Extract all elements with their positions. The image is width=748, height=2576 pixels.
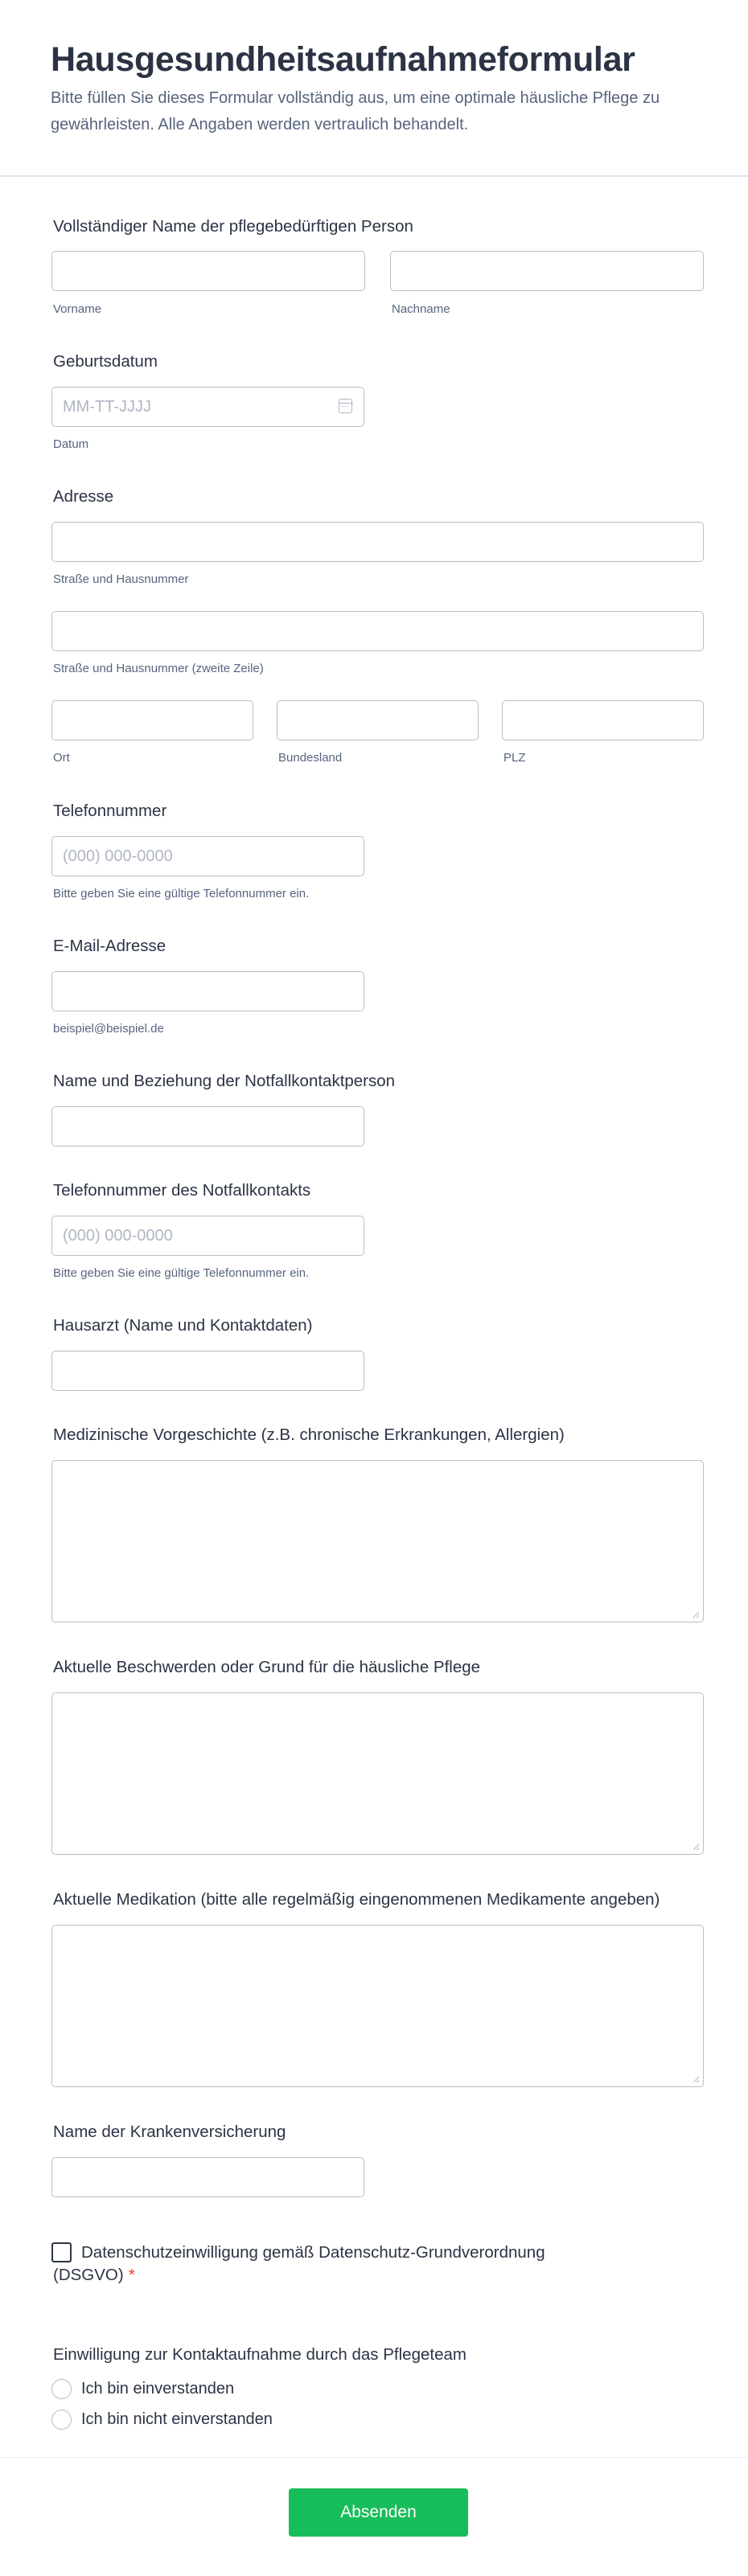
first-name-input[interactable] — [51, 251, 365, 291]
birthdate-placeholder: MM-TT-JJJJ — [63, 398, 151, 416]
resize-grip-icon[interactable] — [692, 1843, 700, 1851]
last-name-input[interactable] — [390, 251, 704, 291]
gdpr-label-line1[interactable]: Datenschutzeinwilligung gemäß Datenschutz-Grundverordnung — [81, 2243, 545, 2262]
zip-sublabel: PLZ — [503, 751, 526, 765]
medical-history-textarea[interactable] — [51, 1460, 704, 1622]
phone-label: Telefonnummer — [53, 802, 167, 820]
first-name-sublabel: Vorname — [53, 302, 102, 316]
phone-input[interactable] — [51, 836, 364, 876]
form-header — [0, 0, 748, 177]
calendar-icon[interactable] — [339, 399, 352, 413]
radio-agree-label[interactable]: Ich bin einverstanden — [81, 2380, 235, 2398]
required-asterisk: * — [128, 2266, 135, 2284]
street-sublabel: Straße und Hausnummer — [53, 572, 189, 586]
phone-placeholder: (000) 000-0000 — [63, 847, 173, 865]
radio-disagree[interactable] — [51, 2410, 72, 2430]
street-line2-input[interactable] — [51, 611, 704, 651]
insurance-label: Name der Krankenversicherung — [53, 2123, 286, 2141]
city-sublabel: Ort — [53, 751, 70, 765]
birthdate-input[interactable] — [51, 387, 364, 427]
contact-consent-label: Einwilligung zur Kontaktaufnahme durch das Pflegeteam — [53, 2345, 466, 2364]
form-description: Bitte füllen Sie dieses Formular vollständig aus, um eine optimale häusliche Pflege zu gewährleisten. Alle Angaben werden vertraulich behandelt. — [51, 89, 660, 133]
state-sublabel: Bundesland — [278, 751, 343, 765]
insurance-input[interactable] — [51, 2157, 364, 2197]
emergency-contact-label: Name und Beziehung der Notfallkontaktperson — [53, 1072, 396, 1090]
address-label: Adresse — [53, 487, 114, 506]
gdpr-label-dsgvo: (DSGVO) — [53, 2266, 124, 2284]
medication-textarea[interactable] — [51, 1925, 704, 2087]
complaints-textarea[interactable] — [51, 1692, 704, 1855]
gdpr-label-line2[interactable] — [53, 2266, 135, 2285]
email-sublabel: beispiel@beispiel.de — [53, 1022, 164, 1036]
last-name-sublabel: Nachname — [392, 302, 450, 316]
doctor-input[interactable] — [51, 1351, 364, 1391]
submit-button[interactable]: Absenden — [289, 2488, 468, 2537]
city-input[interactable] — [51, 700, 253, 740]
birthdate-sublabel: Datum — [53, 437, 89, 451]
doctor-label: Hausarzt (Name und Kontaktdaten) — [53, 1316, 313, 1335]
form-title: Hausgesundheitsaufnahmeformular — [51, 40, 635, 79]
zip-input[interactable] — [502, 700, 704, 740]
full-name-label: Vollständiger Name der pflegebedürftigen Person — [53, 217, 413, 236]
street-input[interactable] — [51, 522, 704, 562]
radio-disagree-label[interactable]: Ich bin nicht einverstanden — [81, 2410, 273, 2428]
emergency-phone-placeholder: (000) 000-0000 — [63, 1227, 173, 1245]
resize-grip-icon[interactable] — [692, 2075, 700, 2083]
emergency-phone-input[interactable] — [51, 1216, 364, 1256]
resize-grip-icon[interactable] — [692, 1610, 700, 1618]
street-line2-sublabel: Straße und Hausnummer (zweite Zeile) — [53, 662, 264, 675]
birthdate-label: Geburtsdatum — [53, 352, 158, 371]
medication-label: Aktuelle Medikation (bitte alle regelmäßig eingenommenen Medikamente angeben) — [53, 1890, 660, 1909]
emergency-contact-input[interactable] — [51, 1106, 364, 1146]
state-input[interactable] — [277, 700, 479, 740]
medical-history-label: Medizinische Vorgeschichte (z.B. chronische Erkrankungen, Allergien) — [53, 1425, 565, 1444]
phone-sublabel: Bitte geben Sie eine gültige Telefonnummer ein. — [53, 887, 310, 900]
radio-agree[interactable] — [51, 2379, 72, 2399]
footer-divider — [0, 2457, 748, 2458]
email-label: E-Mail-Adresse — [53, 937, 166, 955]
email-input[interactable] — [51, 971, 364, 1011]
complaints-label: Aktuelle Beschwerden oder Grund für die häusliche Pflege — [53, 1658, 481, 1676]
emergency-phone-label: Telefonnummer des Notfallkontakts — [53, 1181, 311, 1200]
gdpr-checkbox[interactable] — [51, 2242, 72, 2262]
emergency-phone-sublabel: Bitte geben Sie eine gültige Telefonnummer ein. — [53, 1266, 310, 1280]
